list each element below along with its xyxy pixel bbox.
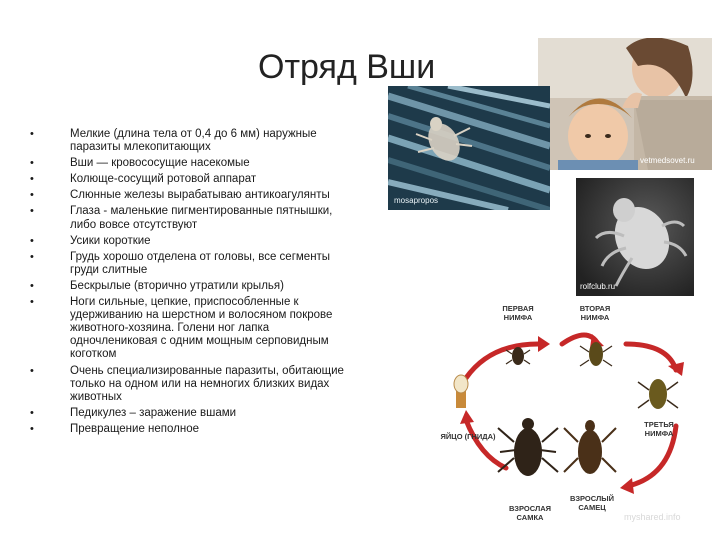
bullet-item (30, 280, 350, 293)
bullet-item (30, 189, 350, 202)
bullet-dot: • (30, 189, 34, 202)
bullet-list (30, 128, 350, 439)
bullet-item (30, 365, 350, 404)
bullet-text: Слюнные железы вырабатываю антикоагулянты (70, 189, 330, 202)
bullet-dot: • (30, 406, 34, 419)
bullet-text: Бескрылые (вторично утратили крылья) (70, 279, 284, 292)
bullet-item (30, 157, 350, 170)
first-nymph-label: ПЕРВАЯ НИМФА (502, 304, 534, 322)
bullet-dot: • (30, 157, 34, 170)
egg-icon (454, 375, 468, 408)
bullet-dot: • (30, 173, 34, 186)
bullet-item (30, 173, 350, 186)
slide-title: Отряд Вши (258, 48, 436, 86)
adult-female-label: ВЗРОСЛАЯ САМКА (508, 504, 552, 522)
life-cycle-arrows (420, 296, 720, 526)
bullet-text: Грудь хорошо отделена от головы, все сегменты груди слитные (70, 250, 331, 276)
second-nymph-icon (580, 342, 612, 366)
bullet-dot: • (30, 422, 34, 435)
bullet-item (30, 251, 350, 277)
second-nymph-label: ВТОРАЯ НИМФА (579, 304, 611, 322)
bullet-dot: • (30, 279, 34, 292)
bullet-text: Педикулез – заражение вшами (70, 406, 237, 419)
adult-male-label: ВЗРОСЛЫЙ САМЕЦ (570, 494, 614, 512)
hair-louse-photo (388, 86, 550, 210)
sem-louse-photo (576, 178, 694, 296)
egg-label: ЯЙЦО (ГНИДА) (440, 432, 496, 441)
bullet-dot: • (30, 128, 34, 140)
bullet-item (30, 128, 350, 154)
bullet-dot: • (30, 205, 34, 218)
bullet-item (30, 423, 350, 436)
corner-watermark: myshared.info (624, 512, 681, 522)
life-cycle-diagram (420, 296, 720, 526)
bullet-dot: • (30, 250, 34, 263)
third-nymph-label: ТРЕТЬЯ НИМФА (644, 420, 674, 438)
watermark-text: mosapropos (394, 196, 439, 205)
third-nymph-icon (638, 379, 678, 409)
bullet-text: Вши — кровососущие насекомые (70, 157, 250, 170)
watermark-text: vetmedsovet.ru (640, 156, 695, 165)
bullet-text: Усики короткие (70, 234, 151, 247)
bullet-dot: • (30, 296, 34, 309)
bullet-item (30, 205, 350, 231)
bullet-dot: • (30, 234, 34, 247)
bullet-item (30, 407, 350, 420)
adult-male-icon (564, 420, 616, 474)
mother-child-photo (538, 38, 712, 170)
bullet-text: Очень специализированные паразиты, обитающие только на одном или на немногих близких видах животных (70, 364, 344, 403)
bullet-dot: • (30, 364, 34, 377)
bullet-text: Колюще-сосущий ротовой аппарат (70, 173, 257, 186)
bullet-item (30, 296, 350, 361)
bullet-text: Превращение неполное (70, 422, 200, 435)
bullet-text: Глаза - маленькие пигментированные пятнышки, либо вовсе отсутствуют (70, 205, 333, 231)
bullet-item (30, 235, 350, 248)
bullet-text: Мелкие (длина тела от 0,4 до 6 мм) наружные паразиты млекопитающих (70, 128, 317, 154)
bullet-text: Ноги сильные, цепкие, приспособленные к удерживанию на шерстном и волосяном покрове животного-хозяина. Голени ног лапка одночлениковая с одним мощным серповидным коготком (70, 296, 333, 361)
watermark-text: rolfclub.ru (580, 282, 616, 291)
